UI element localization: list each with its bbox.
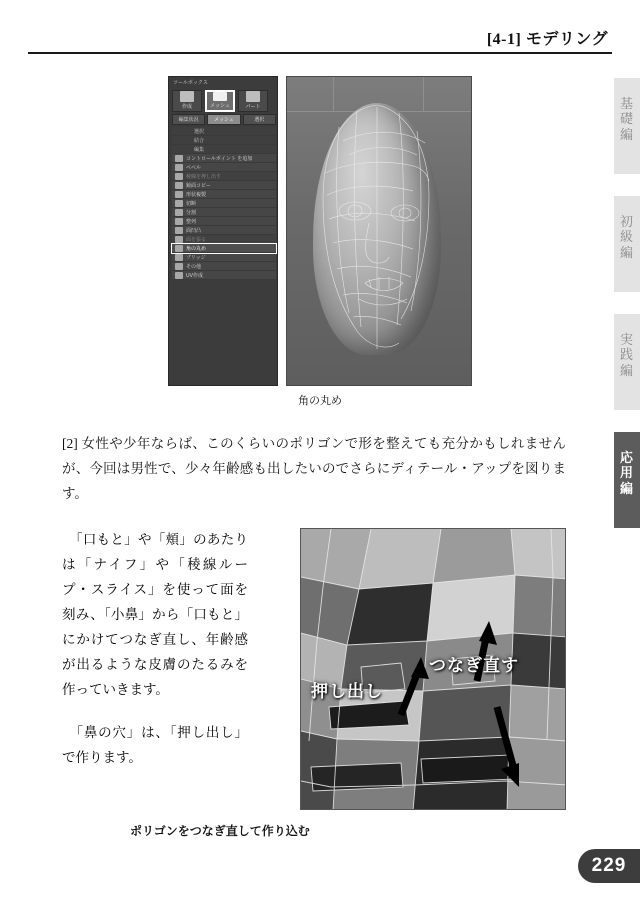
bridge-icon [175,254,183,261]
menu-item-label: コントロールポイント を追加 [186,155,253,162]
annotation-label-tsunaginaosu: つなぎ直す [429,656,519,675]
side-tab-shokyu[interactable] [614,196,640,292]
tab-label: 編集状況 [178,117,199,123]
toolbox-title: ツールボックス [173,80,208,86]
other-icon [175,263,183,270]
uv-create-icon [175,272,183,279]
menu-item-label: UV作成 [186,272,203,279]
tool-button-label: パート [245,104,261,110]
menu-item-duplicate-shape[interactable] [172,190,276,199]
side-tab-label: 基礎編 [619,96,634,142]
menu-item-uv-create[interactable] [172,271,276,280]
fill-face-icon [175,236,183,243]
menu-item-label: その他 [186,263,202,270]
menu-item-label: 整列 [186,218,197,225]
menu-item-bevel[interactable] [172,163,276,172]
face-relief-icon [175,227,183,234]
tool-button-part[interactable] [238,90,268,112]
menu-item-label: 分割 [186,209,197,216]
tool-button-mesh[interactable] [205,90,235,112]
menu-item-face-relief[interactable] [172,226,276,235]
tab-label: メッシュ [214,117,234,123]
page-header-title: [4-1] モデリング [486,31,608,48]
tool-button-create[interactable] [172,90,202,112]
menu-item-label: 鏡面コピー [186,182,211,189]
toolbox-tool-row [169,86,278,112]
side-tab-kiso[interactable] [614,78,640,174]
duplicate-shape-icon [175,191,183,198]
menu-item-label: 稜線を押し出す [186,173,222,180]
tool-button-label: 作成 [181,104,192,110]
menu-item-label: 形状複製 [186,191,207,198]
menu-item-extrude-edge[interactable] [172,172,276,181]
tab-edit-status[interactable] [172,114,205,125]
toolbox-tab-row [169,114,278,125]
side-tab-group [614,78,640,550]
menu-item-label: 角の丸め [186,245,207,252]
body-left-column [62,528,248,789]
menu-item-edit[interactable] [172,145,276,154]
body-paragraph-1: [2] 女性や少年ならば、このくらいのポリゴンで形を整えても充分かもしれませんが、今回は男性で、少々年齢感も出したいのでさらにディテール・アップを図ります。 [62,436,566,501]
menu-item-label: 選択 [194,128,205,135]
menu-item-divide[interactable] [172,208,276,217]
menu-item-bridge[interactable] [172,253,276,262]
side-tab-oyo[interactable] [614,432,640,528]
mesh-menu-list [172,127,276,280]
bevel-icon [175,164,183,171]
menu-item-label: 面凹凸 [186,227,202,234]
divide-icon [175,209,183,216]
annotation-label-oshidashi: 押し出し [311,682,383,701]
body-paragraph-2: 「口もと」や「頬」のあたりは「ナイフ」や「稜線ループ・スライス」を使って面を刻み、「小鼻」から「口もと」にかけてつなぎ直し、年齢感が出るような皮膚のたるみを作っていきます。 [62,532,248,697]
mesh-icon [213,92,227,101]
part-icon [246,91,260,102]
figure-modeling-screenshot [168,76,472,407]
menu-item-other[interactable] [172,262,276,271]
menu-item-align[interactable] [172,217,276,226]
control-point-icon [175,155,183,162]
tool-button-label: メッシュ [210,103,230,109]
menu-item-label: ブリッジ [186,254,206,261]
align-icon [175,218,183,225]
head-wireframe [313,103,441,355]
figure-mesh-closeup [300,528,566,810]
side-tab-label: 実践編 [619,332,634,378]
menu-item-cut[interactable] [172,199,276,208]
figure1-caption: 角の丸め [298,395,342,407]
figure2-caption: ポリゴンをつなぎ直して作り込む [130,824,310,838]
menu-item-select[interactable] [172,127,276,136]
app-toolbox-panel[interactable] [168,76,278,386]
body-paragraph-3: 「鼻の穴」は、「押し出し」で作ります。 [62,724,248,765]
head-model-viewport [286,76,472,386]
menu-item-label: 結合 [194,137,205,144]
tab-select[interactable] [243,114,276,125]
mirror-copy-icon [175,182,183,189]
menu-item-label: ベベル [186,164,202,171]
menu-item-add-control-point[interactable] [172,154,276,163]
menu-item-round-corner[interactable] [172,244,276,253]
tab-label: 選択 [254,117,265,123]
menu-item-fill-face[interactable] [172,235,276,244]
menu-item-label: 切断 [186,200,197,207]
cut-icon [175,200,183,207]
tab-mesh[interactable] [207,114,240,125]
menu-item-mirror-copy[interactable] [172,181,276,190]
menu-item-combine[interactable] [172,136,276,145]
page-number-badge: 229 [578,849,640,883]
menu-item-label: 面を張る [186,236,207,243]
create-icon [180,91,194,102]
header-divider [28,52,612,54]
extrude-edge-icon [175,173,183,180]
round-corner-icon [175,245,183,252]
side-tab-label: 初級編 [619,214,634,260]
menu-item-label: 編集 [194,146,205,153]
side-tab-label: 応用編 [619,450,634,496]
side-tab-jissen[interactable] [614,314,640,410]
